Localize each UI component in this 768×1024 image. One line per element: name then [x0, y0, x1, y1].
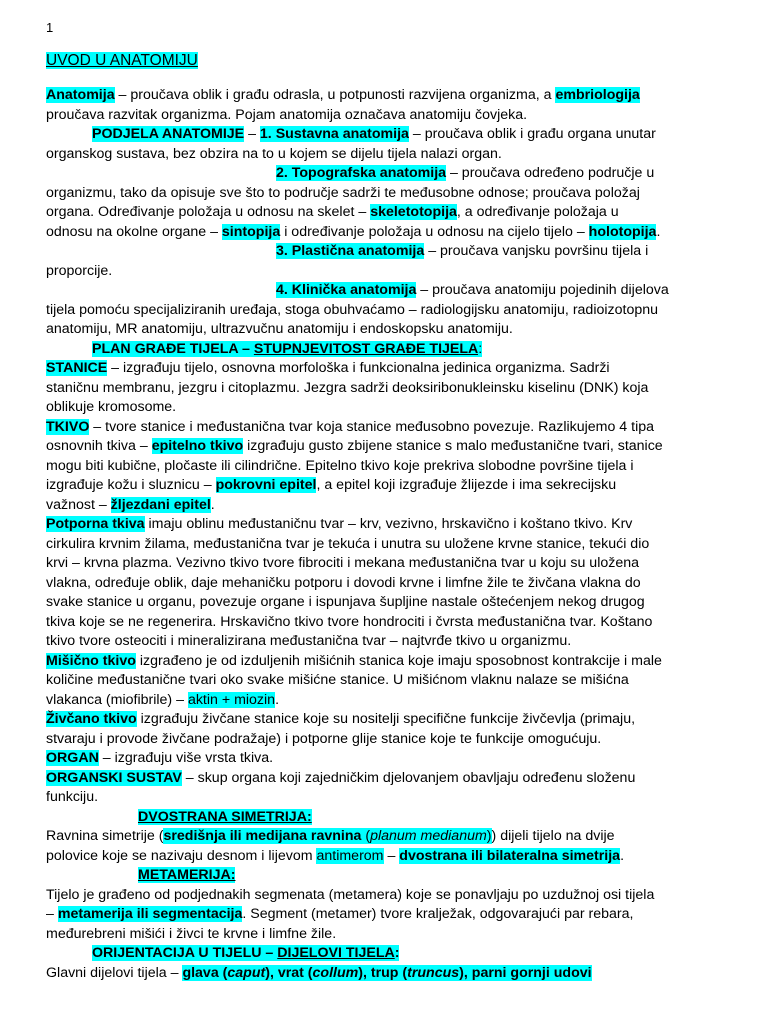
paragraph-stanice	[46, 359, 722, 378]
text: izgrađeno je od izduljenih mišićnih stanica koje imaju sposobnost kontrakcije i male	[135, 652, 662, 669]
text-line: svake stanice u organu, povezuje organe i ispunjava šupljine nastale oštećenjem nekog drugog	[46, 594, 645, 610]
term-skeletotopija: skeletotopija	[370, 204, 457, 220]
text: :	[394, 945, 400, 961]
text-line: Tijelo je građeno od podjednakih segmenata (metamera) koje se ponavljaju po uzdužnoj osi tijela	[46, 886, 655, 903]
text-line: cirkulira krvnim žilama, međustanična tvar je tekuća i unutra su uložene krvne stanice, tekući dio	[46, 535, 650, 552]
term-pokrovni: pokrovni epitel	[215, 477, 317, 493]
text-line: anatomiju, MR anatomiju, ultrazvučnu anatomiju i endoskopsku anatomiju.	[46, 321, 513, 337]
text-line: vlakna, određuje oblik, daje mehaničku potporu i dovodi krvne i limfne žile te živčana vlakna do	[46, 574, 641, 591]
text-line: mogu biti kubične, pločaste ili cilindrične. Epitelno tkivo koje prekriva slobodne površine tijela i	[46, 457, 634, 474]
text: – izgrađuju više vrsta tkiva.	[98, 750, 274, 766]
text: )	[486, 828, 492, 844]
text: (	[361, 828, 371, 844]
text-line: organizmu, tako da opisuje sve što to područje sadrži te međusobne odnose; proučava položaj	[46, 184, 640, 201]
title-text: UVOD U ANATOMIJU	[46, 52, 198, 69]
paragraph-organ	[46, 749, 722, 768]
text: ), trup (	[358, 964, 408, 981]
text: izgrađuju gusto zbijene stanice s malo međustanične tvari, stanice	[243, 438, 663, 454]
heading-metamerija-text: METAMERIJA:	[138, 867, 236, 883]
text-line	[46, 905, 722, 924]
text: – proučava određeno područje u	[446, 165, 655, 181]
text: .	[210, 496, 215, 513]
text: .	[275, 691, 280, 708]
text-line	[46, 496, 722, 515]
text-line	[46, 964, 722, 983]
text-line: količine međustanične tvari oko svake mišićne stanice. U mišićnom vlaknu nalaze se mišićna	[46, 672, 629, 688]
term-aktin-miozin: aktin + miozin	[187, 691, 276, 708]
text-line	[46, 437, 722, 456]
term-antimerom: antimerom	[316, 847, 384, 864]
text: organa. Određivanje položaja u odnosu na skelet –	[46, 204, 371, 220]
term-sintopija: sintopija	[221, 223, 281, 240]
term-zljezdani: žljezdani epitel	[110, 496, 211, 513]
term-epitelno: epitelno tkivo	[151, 438, 244, 454]
text: vlakanca (miofibrile) –	[46, 691, 188, 708]
text-line: proučava razvitak organizma. Pojam anatomija označava anatomiju čovjeka.	[46, 106, 528, 123]
text-line: proporcije.	[46, 262, 113, 279]
heading-metamerija	[46, 866, 768, 885]
text-line: staničnu membranu, jezgru i citoplazmu. Jezgra sadrži deoksiribonukleinsku kiselinu (DNK) koja	[46, 379, 649, 396]
text-line: krvi – krvna plazma. Vezivno tkivo tvore fibrociti i mekana međustanična tvar u koju su uložena	[46, 555, 639, 571]
text-line: organskog sustava, bez obzira na to u kojem se dijelu tijela nalazi organ.	[46, 145, 502, 162]
term-potporna: Potporna tkiva	[46, 516, 145, 532]
text: odnosu na okolne organe –	[46, 223, 222, 240]
text: .	[620, 847, 625, 864]
text: važnost –	[46, 496, 111, 513]
paragraph-zivcano	[46, 710, 722, 729]
term-klinicka: 4. Klinička anatomija	[276, 282, 417, 298]
term-zivcano: Živčano tkivo	[46, 711, 137, 727]
text-line	[46, 223, 722, 242]
term-dvostrana: dvostrana ili bilateralna simetrija	[399, 847, 621, 864]
term-topografska: 2. Topografska anatomija	[276, 165, 447, 181]
text: STUPNJEVITOST GRAĐE TIJELA	[253, 340, 479, 357]
heading-plan-text	[92, 341, 478, 357]
term-dijelovi-tijela	[182, 965, 591, 981]
text-line	[46, 476, 722, 495]
text: izgrađuje kožu i sluznicu –	[46, 477, 216, 493]
text: – proučava anatomiju pojedinih dijelova	[416, 282, 669, 298]
paragraph-misicno	[46, 652, 722, 671]
text-line: tijela pomoću specijaliziranih uređaja, stoga obuhvaćamo – radiologijsku anatomiju, radioizotopnu	[46, 301, 659, 318]
text: imaju oblinu međustaničnu tvar – krv, vezivno, hrskavično i koštano tkivo. Krv	[144, 516, 633, 532]
paragraph-plasticna	[46, 242, 768, 261]
text: –	[46, 906, 58, 922]
term-organski-sustav: ORGANSKI SUSTAV	[46, 769, 182, 786]
text: .	[656, 223, 661, 240]
text: –	[244, 126, 260, 142]
text: ), parni gornji udovi	[459, 964, 592, 981]
term-stanice: STANICE	[46, 360, 108, 376]
text-line: tkivo tvore osteociti i mineralizirana međustanična tvar – najtvrđe tkivo u organizmu.	[46, 633, 572, 649]
term-tkivo: TKIVO	[46, 418, 90, 435]
term-misicno: Mišično tkivo	[46, 652, 136, 669]
text-line	[46, 847, 722, 866]
text: Glavni dijelovi tijela –	[46, 964, 183, 981]
term-sredisnja	[163, 828, 491, 844]
paragraph-topografska	[46, 164, 768, 183]
text: ORIJENTACIJA U TIJELU –	[92, 945, 278, 961]
text: PLAN GRAĐE TIJELA –	[92, 340, 254, 357]
text: glava (	[182, 964, 228, 981]
text: i određivanje položaja u odnosu na cijelo tijelo –	[280, 223, 589, 240]
text: –	[383, 847, 400, 864]
text: – tvore stanice i međustanična tvar koja stanice međusobno povezuje. Razlikujemo 4 tipa	[89, 418, 655, 435]
page-number: 1	[46, 20, 54, 35]
heading-plan	[46, 340, 768, 359]
text: – proučava vanjsku površinu tijela i	[424, 243, 649, 259]
text: , a određivanje položaja u	[456, 204, 619, 220]
text-line: tkiva koje se ne regenerira. Hrskavično tkivo tvore hondrociti i čvrsta međustanična tvar. Koštano	[46, 613, 653, 630]
text: truncus	[407, 964, 460, 981]
term-organ: ORGAN	[46, 750, 99, 766]
text-line: oblikuje kromosome.	[46, 399, 177, 415]
text: – skup organa koji zajedničkim djelovanjem obavljaju određenu složenu	[181, 769, 636, 786]
heading-podjela: PODJELA ANATOMIJE	[92, 126, 245, 142]
text-line	[46, 691, 722, 710]
text: ), vrat (	[265, 964, 313, 981]
text: :	[478, 340, 483, 357]
text-line	[46, 827, 722, 846]
term-metamerija: metamerija ili segmentacija	[57, 906, 243, 922]
text: . Segment (metamer) tvore kralježak, odgovarajući par rebara,	[242, 906, 634, 922]
text: središnja ili medijana ravnina	[163, 828, 362, 844]
heading-simetrija-text: DVOSTRANA SIMETRIJA:	[138, 808, 312, 825]
term-embriologija: embriologija	[555, 87, 640, 103]
paragraph-potporna	[46, 515, 722, 534]
term-holotopija: holotopija	[588, 223, 657, 240]
heading-orijentacija-text	[92, 945, 399, 961]
text: osnovnih tkiva –	[46, 438, 152, 454]
text: – proučava oblik i građu odrasla, u potpunosti razvijena organizma, a	[114, 87, 556, 103]
text: – izgrađuju tijelo, osnovna morfološka i funkcionalna jedinica organizma. Sadrži	[107, 360, 610, 376]
paragraph-organski-sustav	[46, 769, 722, 788]
text-line: međurebreni mišići i živci te krvne i limfne žile.	[46, 925, 337, 942]
text: , a epitel koji izgrađuje žlijezde i ima sekrecijsku	[316, 477, 617, 493]
page-title	[46, 51, 198, 70]
text: DIJELOVI TIJELA	[277, 945, 395, 961]
text-line: funkciju.	[46, 789, 99, 805]
heading-simetrija	[46, 808, 768, 827]
paragraph-podjela	[46, 125, 768, 144]
text: ) dijeli tijelo na dvije	[491, 828, 615, 844]
term-plasticna: 3. Plastična anatomija	[276, 243, 425, 259]
text-line: stvaraju i provode živčane podražaje) i potporne glije stanice koje te funkcije omogućuju.	[46, 730, 602, 747]
paragraph-tkivo	[46, 418, 722, 437]
text: – proučava oblik i građu organa unutar	[408, 126, 656, 142]
text: Ravnina simetrije (	[46, 828, 164, 844]
text: collum	[312, 964, 359, 981]
heading-orijentacija	[46, 944, 768, 963]
paragraph-klinicka	[46, 281, 768, 300]
term-sustavna: 1. Sustavna anatomija	[259, 126, 409, 142]
text: polovice koje se nazivaju desnom i lijevom	[46, 847, 317, 864]
text-line	[46, 203, 722, 222]
text: planum medianum	[370, 828, 487, 844]
text: izgrađuju živčane stanice koje su nositelji specifične funkcije živčevlja (primaju,	[136, 711, 636, 727]
term-anatomija: Anatomija	[46, 87, 115, 103]
text: caput	[227, 964, 266, 981]
paragraph-anatomija	[46, 86, 722, 105]
